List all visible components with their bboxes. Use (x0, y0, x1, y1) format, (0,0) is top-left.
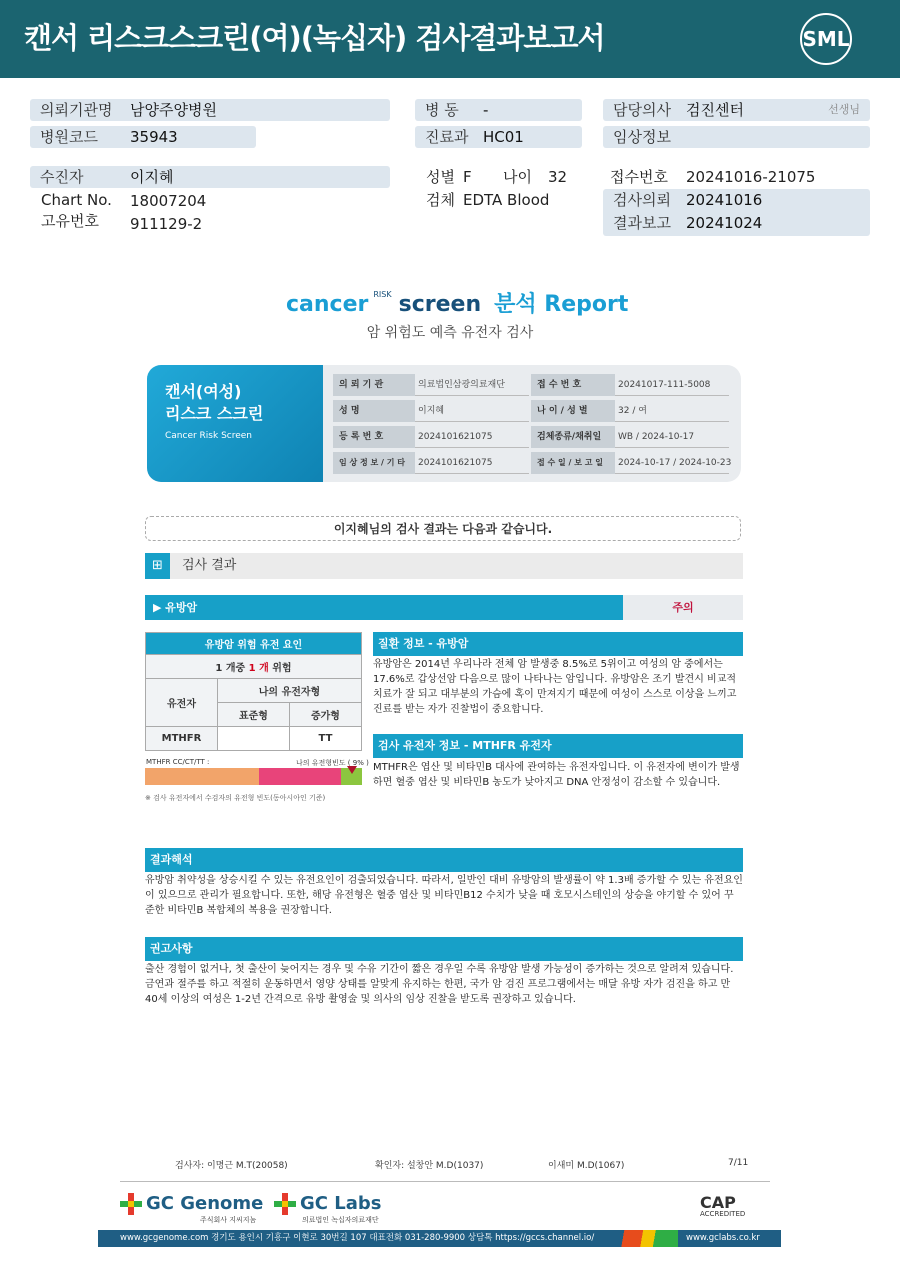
cap-sub: ACCREDITED (700, 1210, 746, 1218)
doctor-field: 담당의사 검진센터 선생님 (603, 99, 870, 121)
banner-title-panel: 캔서(여성) 리스크 스크린 Cancer Risk Screen (147, 365, 323, 482)
interpretation-header: 결과해석 (145, 848, 743, 872)
result-intro: 이지혜님의 검사 결과는 다음과 같습니다. (145, 516, 741, 541)
report-header (0, 0, 900, 78)
uid-label: 고유번호 (41, 212, 99, 230)
tester: 검사자: 이명근 M.T(20058) (175, 1161, 288, 1171)
bottom-contact-bar: www.gcgenome.com 경기도 용인시 기흥구 이현로 30번길 107 대표전화 031-280-9900 상담톡 https://gccs.channel.io/ www.gclabs.co.kr (98, 1230, 781, 1247)
report-title: 캔서 리스크스크린(여)(녹십자) 검사결과보고서 (24, 21, 605, 55)
dept-field: 진료과 HC01 (415, 126, 582, 148)
my-genotype-marker (347, 766, 357, 774)
my-freq-label: 나의 유전형빈도 ( 9% ) (296, 759, 369, 767)
clinical-field: 임상정보 (603, 126, 870, 148)
uid-value: 911129-2 (130, 215, 203, 233)
gc-labs-sub: 의료법인 녹십자의료재단 (302, 1216, 379, 1224)
advice-text: 출산 경험이 없거나, 첫 출산이 늦어지는 경우 및 수유 기간이 짧은 경우일 수록 유방암 발생 가능성이 증가하는 것으로 알려져 있습니다. 금연과 절주를 하고 적절히 운동하면서 영양 상태를 알맞게 유지하는 한편, 국가 암 검진 프로그램에서는 매달 유방 자가 검진을 하고 만 40세 이상의 여성은 1-2년 간격으로 유방 촬영술 및 의사의 임상 진찰을 받도록 권장하고 있습니다. (145, 964, 734, 1005)
sex-value: F (463, 168, 472, 186)
age-value: 32 (548, 168, 568, 186)
hospital-code-field: 병원코드 35943 (30, 126, 256, 148)
chart-label: Chart No. (41, 191, 112, 209)
interpretation-text: 유방암 취약성을 상승시킬 수 있는 유전요인이 검출되었습니다. 따라서, 일반인 대비 유방암의 발생률이 약 1.3배 증가할 수 있는 유전요인이 있으므로 관리가 필요합니다. 또한, 해당 유전형은 혈중 엽산 및 비타민B12 수치가 낮을 때 호모시스테인의 상승을 야기할 수 있어 꾸준한 비타민B 복합체의 복용을 권장합니다. (145, 875, 743, 916)
patient-banner: 캔서(여성) 리스크 스크린 Cancer Risk Screen 의 뢰 기 관 의료법인삼광의료재단 성 명 이지혜 등 록 번 호 2024101621075 임 상 정 보 / 기 타 2024101621075 접 수 번 호 20241017-111-5008 나 이 / 성 별 32 / 여 검체종류/채취일 WB / 2024-10-17 접 수 일 / 보 고 일 2024-10-17 / 2024-10-23 (147, 365, 741, 482)
gene-info-header: 검사 유전자 정보 - MTHFR 유전자 (373, 734, 743, 758)
risk-gene-table: 유방암 위험 유전 요인 1 개중 1 개 위험 유전자 나의 유전자형 표준형 증가형 MTHFR TT (145, 632, 362, 751)
receipt-value: 20241016-21075 (686, 168, 816, 186)
footer-divider (120, 1181, 770, 1182)
advice-header: 권고사항 (145, 937, 743, 961)
freq-segment-cc (145, 768, 259, 785)
cap-logo: CAP (700, 1193, 736, 1212)
sml-logo: SML (800, 13, 852, 65)
freq-note: ※ 검사 유전자에서 수검자의 유전형 빈도(동아시아인 기준) (145, 794, 326, 802)
status-badge: 주의 (623, 595, 743, 620)
gc-labs-logo: GC Labs (300, 1193, 382, 1214)
section-header: ⊞ 검사 결과 (145, 553, 743, 579)
chart-value: 18007204 (130, 192, 207, 210)
dates-field: 검사의뢰 20241016 결과보고 20241024 (603, 189, 870, 236)
gc-genome-sub: 주식회사 지씨지놈 (200, 1216, 257, 1224)
specimen-value: EDTA Blood (463, 191, 550, 209)
cancer-screen-logo: cancer $^{RISK}$ screen 분석 Report (286, 290, 629, 317)
color-stripe (618, 1230, 678, 1247)
freq-label: MTHFR CC/CT/TT : (146, 758, 210, 766)
specimen-label: 검체 (426, 191, 455, 209)
institution-field: 의뢰기관명 남양주양병원 (30, 99, 390, 121)
sex-label: 성별 (426, 168, 455, 186)
gc-genome-logo: GC Genome (146, 1193, 264, 1214)
receipt-label: 접수번호 (610, 168, 668, 186)
report-subtitle: 암 위험도 예측 유전자 검사 (366, 325, 534, 341)
age-label: 나이 (503, 168, 532, 186)
gc-cross-icon (120, 1193, 142, 1215)
confirmer-2: 이새미 M.D(1067) (548, 1161, 625, 1171)
ward-field: 병 동 - (415, 99, 582, 121)
gc-labs-cross-icon (274, 1193, 296, 1215)
result-folder-icon: ⊞ (145, 553, 170, 579)
freq-segment-ct (259, 768, 341, 785)
cancer-type-bar: ▶ 유방암 (145, 595, 623, 620)
disease-info-text: 유방암은 2014년 우리나라 전체 암 발생중 8.5%로 5위이고 여성의 암 중에서는 17.6%로 갑상선암 다음으로 많이 나타나는 암입니다. 유방암은 조기 발견시 비교적 치료가 잘 되고 대부분의 가슴에 혹이 만져지기 때문에 여성이 스스로 이상을 느끼고 진료를 받는 자가 진찰법이 중요합니다. (373, 659, 737, 715)
gene-info-text: MTHFR은 엽산 및 비타민B 대사에 관여하는 유전자입니다. 이 유전자에 변이가 발생하면 혈중 엽산 및 비타민B 농도가 낮아지고 DNA 안정성이 감소할 수 있습니다. (373, 762, 740, 788)
page-number: 7/11 (728, 1158, 749, 1168)
confirmer: 확인자: 설창안 M.D(1037) (375, 1161, 484, 1171)
disease-info-header: 질환 정보 - 유방암 (373, 632, 743, 656)
patient-field: 수진자 이지혜 (30, 166, 390, 188)
